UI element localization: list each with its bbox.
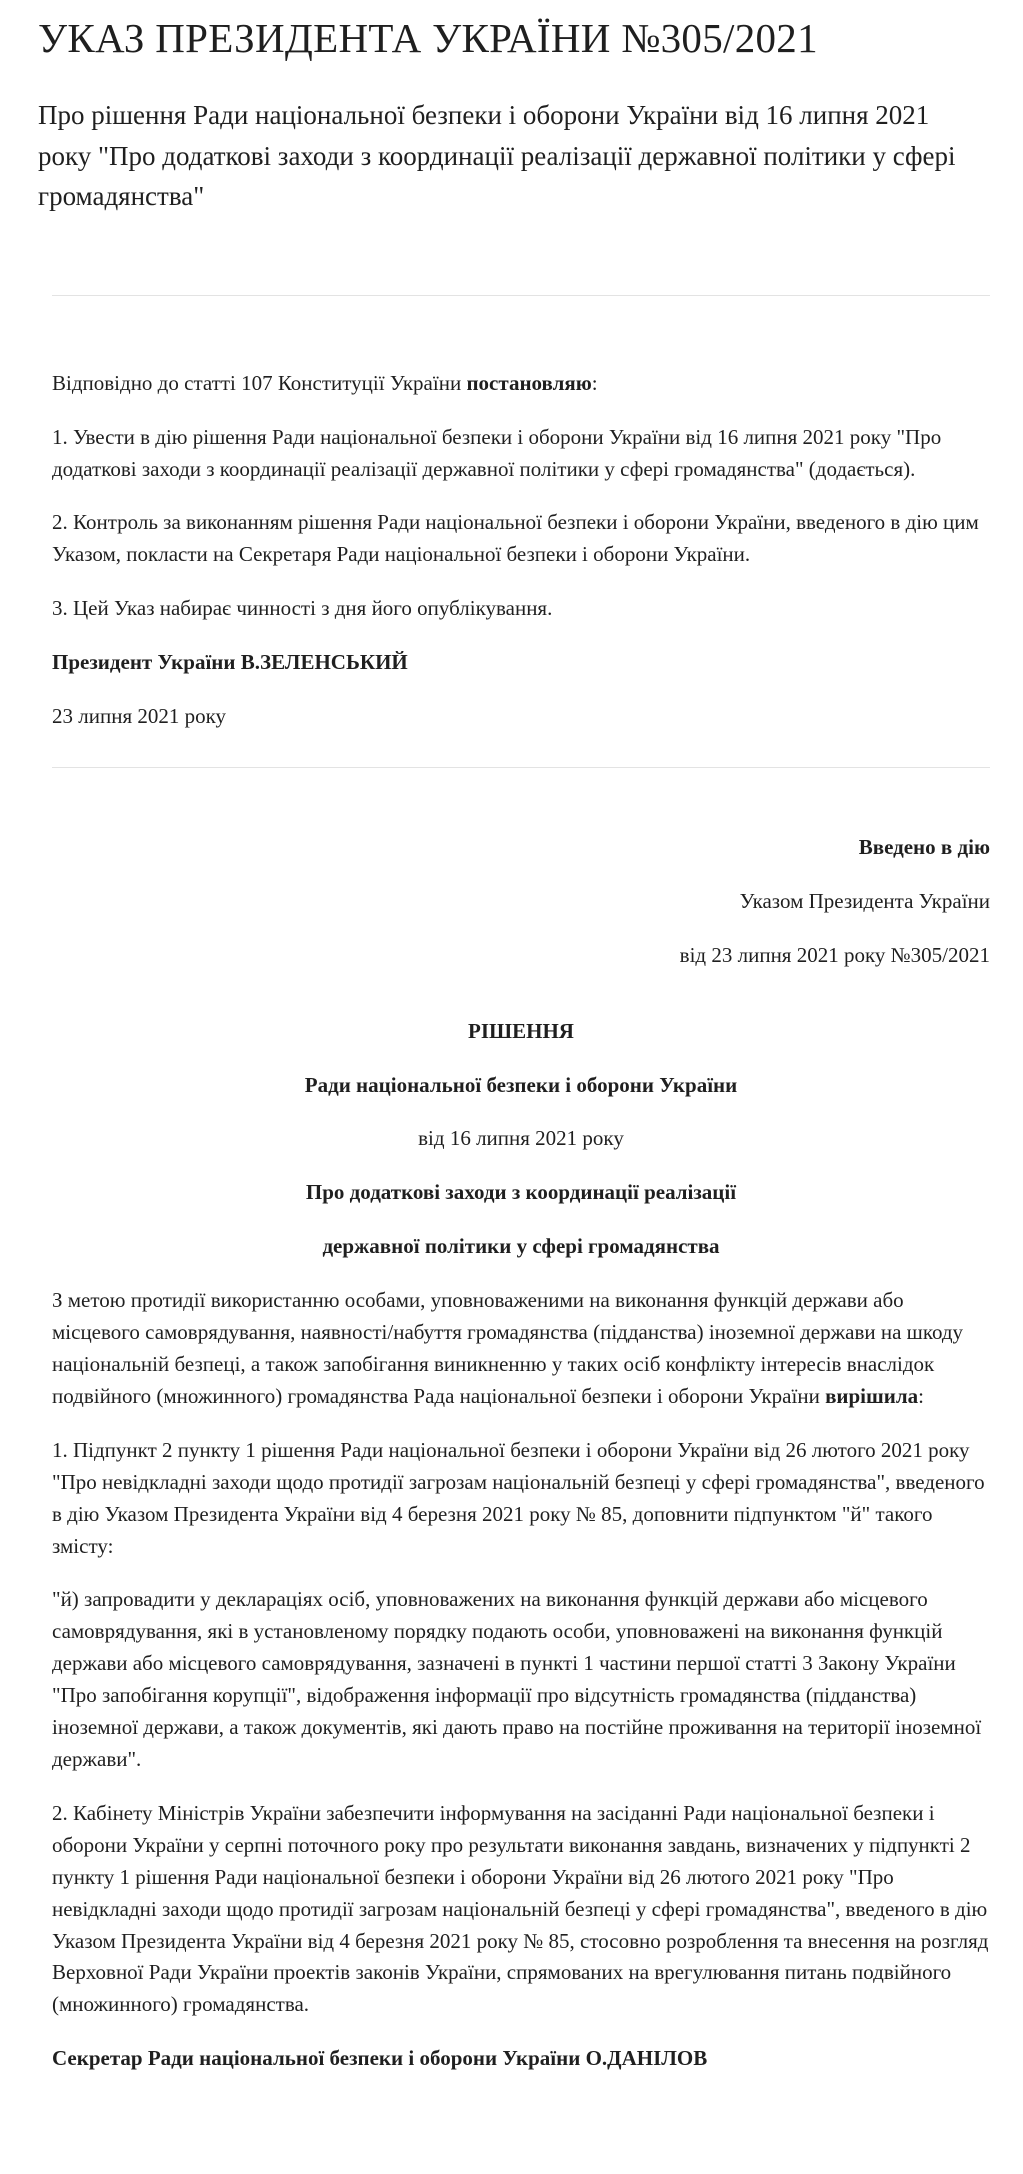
decision-date: від 16 липня 2021 року <box>418 1126 624 1151</box>
decree-date: 23 липня 2021 року <box>52 704 227 729</box>
decree-item-1: 1. Увести в дію рішення Ради національної безпеки і оборони України від 16 липня 2021 року "Про додаткові заходи з координації реалізації державної політики у сфері громадянства" (додається). <box>52 424 942 481</box>
bottom-separator <box>52 767 990 768</box>
top-separator <box>52 295 990 296</box>
page-title: УКАЗ ПРЕЗИДЕНТА УКРАЇНИ №305/2021 <box>38 15 818 61</box>
document-body <box>0 295 1023 2133</box>
decision-paragraph-3: 2. Кабінету Міністрів України забезпечити інформування на засіданні Ради національної безпеки і оборони України у серпні поточного року про результати виконання завдань, визначених у підпункті 2 пункту 1 рішення Ради національної безпеки і оборони України від 26 лютого 2021 року "Про невідкладні заходи щодо протидії загрозам національній безпеці у сфері громадянства", введеного в дію Указом Президента України від 4 березня 2021 року № 85, стосовно розроблення та внесення на розгляд Верховної Ради України проектів законів України, спрямованих на врегулювання питань подвійного (множинного) громадянства. <box>52 1800 989 2017</box>
decree-intro <box>52 368 990 400</box>
decree-intro-colon: : <box>591 370 598 395</box>
decree-item-3: 3. Цей Указ набирає чинності з дня його опублікування. <box>52 596 553 621</box>
enactment-line-1: Введено в дію <box>858 834 990 859</box>
decision-council: Ради національної безпеки і оборони України <box>304 1072 738 1097</box>
decision-preamble-colon: : <box>918 1383 924 1408</box>
decision-heading: РІШЕННЯ <box>468 1018 574 1043</box>
decree-intro-text: Відповідно до статті 107 Конституції України <box>52 370 467 395</box>
decree-intro-keyword: постановляю <box>466 370 592 395</box>
decision-title-line-1: Про додаткові заходи з координації реалізації <box>305 1180 737 1205</box>
enactment-line-2: Указом Президента України <box>739 888 990 913</box>
decision-preamble-keyword: вирішила <box>825 1383 919 1408</box>
decision-preamble-text: З метою протидії використанню особами, уповноваженими на виконання функцій держави або місцевого самоврядування, наявності/набуття громадянства (підданства) іноземної держави на шкоду національній безпеці, а також запобігання виникненню у таких осіб конфлікту інтересів внаслідок подвійного (множинного) громадянства Рада національної безпеки і оборони України <box>52 1288 964 1408</box>
document-header <box>0 0 1023 217</box>
decision-paragraph-2: "й) запровадити у деклараціях осіб, уповноважених на виконання функцій держави або місцевого самоврядування, які в установленому порядку подають особи, уповноважені на виконання функцій держави або місцевого самоврядування, зазначені в пункті 1 частини першої статті 3 Закону України "Про запобігання корупції", відображення інформації про відсутність громадянства (підданства) іноземної держави, а також документів, які дають право на постійне проживання на території іноземної держави". <box>52 1587 982 1771</box>
page-subtitle: Про рішення Ради національної безпеки і оборони України від 16 липня 2021 року "Про додаткові заходи з координації реалізації державної політики у сфері громадянства" <box>38 100 956 212</box>
decision-title-line-2: державної політики у сфері громадянства <box>322 1234 720 1259</box>
secretary-signature: Секретар Ради національної безпеки і оборони України О.ДАНІЛОВ <box>52 2046 708 2071</box>
decision-paragraph-1: 1. Підпункт 2 пункту 1 рішення Ради національної безпеки і оборони України від 26 лютого 2021 року "Про невідкладні заходи щодо протидії загрозам національній безпеці у сфері громадянства", введеного в дію Указом Президента України від 4 березня 2021 року № 85, доповнити підпунктом "й" такого змісту: <box>52 1437 985 1558</box>
decree-item-2: 2. Контроль за виконанням рішення Ради національної безпеки і оборони України, введеного в дію цим Указом, покласти на Секретаря Ради національної безпеки і оборони України. <box>52 510 979 567</box>
enactment-line-3: від 23 липня 2021 року №305/2021 <box>679 942 990 967</box>
decision-preamble <box>52 1285 990 1413</box>
president-signature: Президент України В.ЗЕЛЕНСЬКИЙ <box>52 650 408 675</box>
